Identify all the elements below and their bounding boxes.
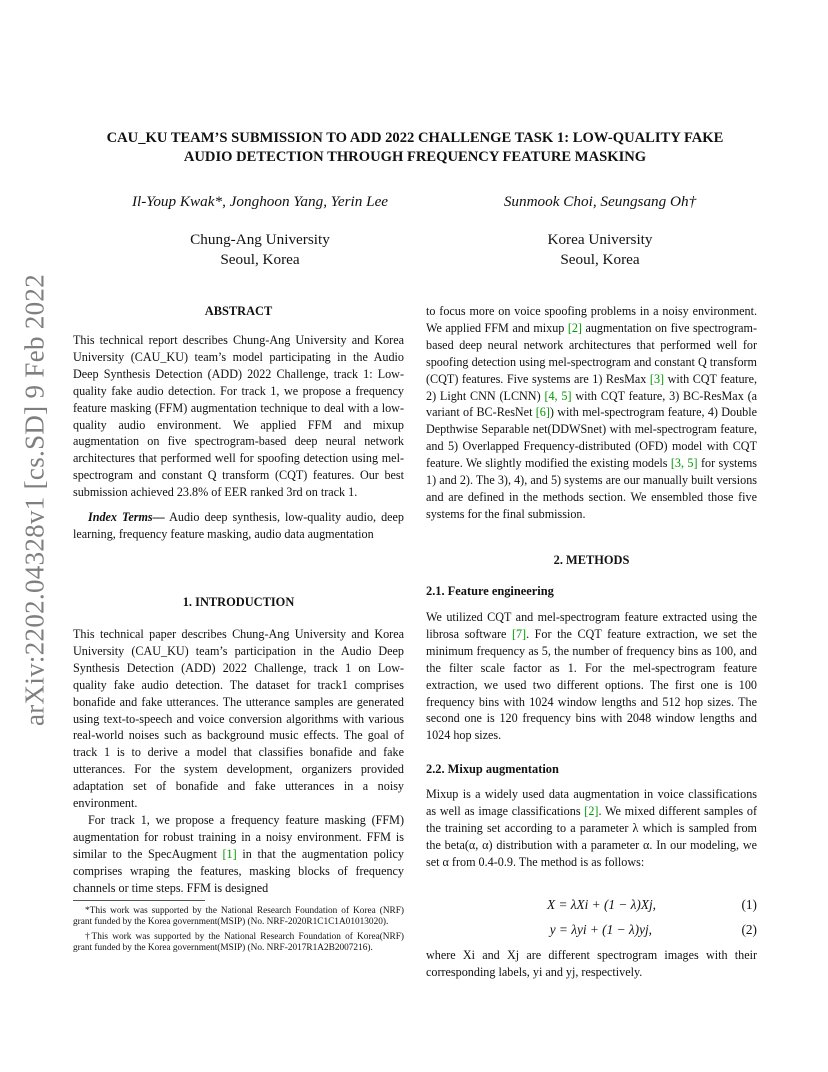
- equation-explanation-text: where Xi and Xj are different spectrogram images with their corresponding labels, yi and yj, respectively.: [426, 948, 757, 979]
- title-line-2: AUDIO DETECTION THROUGH FREQUENCY FEATURE MASKING: [183, 149, 647, 165]
- text-run: augmentation on five spectrogram-based deep neural network architectures that performed well for spoofing detection using mel-spectrogram and constant Q transform (CQT) features. Five systems are 1) ResMax: [426, 320, 757, 386]
- equation-1-number: (1): [741, 897, 757, 912]
- introduction-continued: [426, 303, 757, 523]
- authors-right: [455, 193, 745, 211]
- intro-p2-text-a: For track 1, we propose a frequency feature masking (FFM) augmentation for robust training in a noisy environment. FFM is similar to the SpecAugment: [73, 812, 404, 861]
- citation-link[interactable]: [7]: [511, 626, 527, 641]
- subsection-feature-engineering: 2.1. Feature engineering: [426, 584, 554, 598]
- citation-link[interactable]: [6]: [535, 405, 550, 420]
- index-terms: [73, 509, 404, 543]
- text-run: to focus more on voice spoofing problems in a noisy environment. We applied FFM and mixup: [426, 304, 757, 335]
- text-run: We utilized CQT and mel-spectrogram feature extracted using the librosa software: [426, 610, 757, 641]
- text-run: for systems 1) and 2). The 3), 4), and 5) systems are our manually built versions and are defined in the methods section. We ensembled those five systems for the final submission.: [426, 456, 757, 521]
- authors-right-text: Sunmook Choi, Seungsang Oh†: [503, 193, 697, 210]
- affiliation-left: [90, 230, 430, 270]
- text-run: with CQT feature, 3) BC-ResMax (a variant of BC-ResNet: [426, 388, 758, 420]
- footnote-rule: [73, 900, 205, 901]
- authors-left: [90, 193, 430, 211]
- citation-link[interactable]: [4, 5]: [544, 388, 572, 403]
- equation-2: y = λyi + (1 − λ)yj,: [549, 922, 652, 937]
- citation-link[interactable]: [1]: [222, 846, 237, 861]
- arxiv-identifier-text: arXiv:2202.04328v1 [cs.SD] 9 Feb 2022: [19, 273, 50, 727]
- text-run: . For the CQT feature extraction, we set the minimum frequency as 5, the number of frequency bins as 100, and the filter scale factor as 1. For the mel-spectrogram feature extraction, we used two different options. The first one is 100 frequency bins with 1024 window lengths and 512 hop sizes. The second one is 120 frequency bins with 2048 window lengths and 1024 hop sizes.: [426, 626, 757, 743]
- introduction-heading: 1. INTRODUCTION: [182, 595, 295, 609]
- mixup-para: [426, 786, 757, 871]
- affiliation-right: [455, 230, 745, 270]
- equation-1: X = λXi + (1 − λ)Xj,: [547, 897, 656, 912]
- subsection-mixup: 2.2. Mixup augmentation: [426, 762, 559, 776]
- mixup-section: [426, 786, 757, 871]
- text-run: Mixup is a widely used data augmentation in voice classifications as well as image classifications: [426, 787, 757, 818]
- text-run: ) with mel-spectrogram feature, 4) Double Depthwise Separable net(DDWSnet) with mel-spectrogram feature, and 5) Overlapped Frequency-distributed (OFD) model with CQT feature. We slightly modified the existing models: [426, 405, 757, 471]
- affiliation-left-city: Seoul, Korea: [220, 251, 300, 268]
- intro-p2-text-b: in that the augmentation policy comprises wraping the features, masking blocks of frequency channels or time steps. FFM is designed: [73, 846, 404, 895]
- citation-link[interactable]: [3, 5]: [670, 456, 698, 471]
- footnotes: [73, 906, 404, 955]
- introduction-para-1: This technical paper describes Chung-Ang University and Korea University (CAU_KU) team’s participation in the Audio Deep Synthesis Detection (ADD) 2022 Challenge, track 1 on Low-quality fake audio detection. The dataset for track1 comprises bonafide and fake utterances. The utterance samples are generated using text-to-speech and voice conversion algorithms with various real-world noises such as background music effects. The goal of track 1 is to derive a model that classifies bonafide and fake utterances. For the system development, organizers provided adaptation set of bonafide and fake utterances in a noisy environment.: [73, 627, 404, 811]
- abstract-section: [73, 332, 404, 543]
- introduction-section: [73, 626, 404, 897]
- equation-explanation: [426, 947, 757, 981]
- abstract-body: This technical report describes Chung-Ang University and Korea University (CAU_KU) team’s model participating in the Audio Deep Synthesis Detection (ADD) 2022 Challenge, track 1: Low-quality fake audio detection. For track 1, we propose a frequency feature masking (FFM) augmentation technique to deal with a low-quality audio environment. We applied FFM and mixup augmentation on five spectrogram-based deep neural network architectures that performed well for spoofing detection using mel-spectrogram and constant Q transform (CQT) features. Our best submission achieved 23.8% of EER ranked 3rd on track 1.: [73, 333, 404, 500]
- affiliation-right-city: Seoul, Korea: [560, 251, 640, 268]
- citation-link[interactable]: [3]: [649, 371, 665, 386]
- citation-link[interactable]: [2]: [584, 803, 599, 818]
- feature-engineering-section: [426, 609, 757, 744]
- index-terms-text: Audio deep synthesis, low-quality audio, deep learning, frequency feature masking, audio data augmentation: [73, 510, 405, 541]
- citation-link[interactable]: [2]: [567, 320, 582, 335]
- footnote-2: †This work was supported by the National Research Foundation of Korea(NRF) grant funded by the Korea government(MSIP) (No. NRF-2017R1A2B2007216).: [73, 931, 404, 954]
- methods-heading: 2. METHODS: [553, 553, 630, 567]
- affiliation-right-university: Korea University: [547, 231, 653, 248]
- introduction-para-2: [73, 812, 404, 897]
- text-run: with CQT feature, 2) Light CNN (LCNN): [426, 371, 758, 403]
- affiliation-left-university: Chung-Ang University: [190, 231, 330, 248]
- feature-engineering-para: [426, 609, 757, 744]
- intro-continued-para: [426, 303, 757, 523]
- authors-left-text: Il-Youp Kwak*, Jonghoon Yang, Yerin Lee: [131, 193, 389, 210]
- title-line-1: CAU_KU TEAM’S SUBMISSION TO ADD 2022 CHALLENGE TASK 1: LOW-QUALITY FAKE: [106, 130, 724, 146]
- paper-title: [60, 129, 770, 167]
- footnote-1: *This work was supported by the National Research Foundation of Korea (NRF) grant funded by the Korea government(MSIP) (No. NRF-2020R1C1C1A01013020).: [73, 906, 404, 928]
- abstract-heading: ABSTRACT: [204, 304, 273, 318]
- text-run: . We mixed different samples of the training set according to a parameter λ which is sampled from the beta(α, α) distribution with a parameter α. In our modeling, we set α from 0.4-0.9. The method is as follows:: [426, 803, 758, 869]
- index-terms-label: Index Terms—: [88, 510, 165, 525]
- equation-2-number: (2): [741, 922, 757, 937]
